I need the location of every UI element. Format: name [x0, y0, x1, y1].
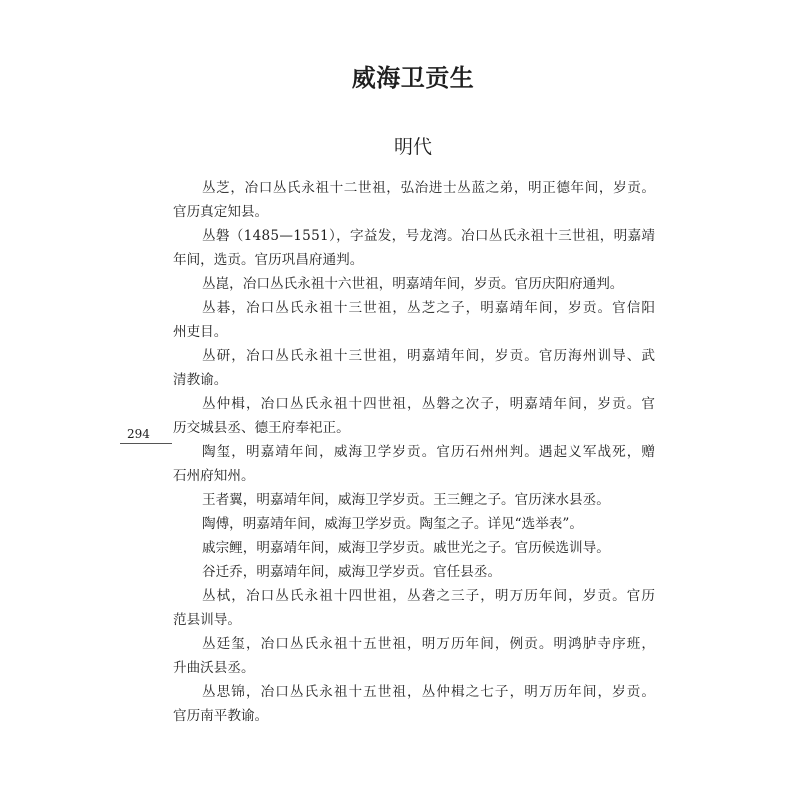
- entry-line: 丛磐（1485—1551），字益发，号龙湾。冶口丛氏永祖十三世祖，明嘉靖: [202, 228, 656, 244]
- entry-line: 戚宗鲤，明嘉靖年间，威海卫学岁贡。戚世光之子。官历候选训导。: [202, 540, 610, 556]
- entry-line: 王者翼，明嘉靖年间，威海卫学岁贡。王三鲤之子。官历涞水县丞。: [202, 492, 610, 508]
- entry: [173, 488, 655, 512]
- entry-line: 丛芝，冶口丛氏永祖十二世祖，弘治进士丛蓝之弟，明正德年间，岁贡。: [202, 180, 656, 196]
- entry: [173, 584, 655, 632]
- entry: [173, 536, 655, 560]
- entry: [173, 344, 655, 392]
- entry: [173, 296, 655, 344]
- entry: [173, 392, 655, 440]
- entry-line: 官历真定知县。: [173, 204, 269, 220]
- body-text: [173, 176, 655, 728]
- entry-line: 升曲沃县丞。: [173, 660, 255, 676]
- entry-line: 谷迁乔，明嘉靖年间，威海卫学岁贡。官任县丞。: [202, 564, 502, 580]
- entry: [173, 440, 655, 488]
- entry-line: 清教谕。: [173, 372, 228, 388]
- entry-line: 年间，选贡。官历巩昌府通判。: [173, 252, 364, 268]
- entry: [173, 680, 655, 728]
- entry: [173, 272, 655, 296]
- entry-line: 丛碁，冶口丛氏永祖十三世祖，丛芝之子，明嘉靖年间，岁贡。官信阳: [202, 300, 657, 316]
- entry-line: 丛崑，冶口丛氏永祖十六世祖，明嘉靖年间，岁贡。官历庆阳府通判。: [202, 276, 624, 292]
- entry-line: 石州府知州。: [173, 468, 255, 484]
- page-number: 294: [120, 425, 172, 444]
- entry-line: 丛栻，冶口丛氏永祖十四世祖，丛砻之三子，明万历年间，岁贡。官历: [202, 588, 657, 604]
- entry-line: 丛研，冶口丛氏永祖十三世祖，明嘉靖年间，岁贡。官历海州训导、武: [202, 348, 657, 364]
- page-title: 威海卫贡生: [351, 63, 475, 92]
- entry-line: 范县训导。: [173, 612, 241, 628]
- entry-line: 丛仲楫，冶口丛氏永祖十四世祖，丛磐之次子，明嘉靖年间，岁贡。官: [202, 396, 657, 412]
- entry-line: 官历南平教谕。: [173, 708, 269, 724]
- entry-line: 历交城县丞、德王府奉祀正。: [173, 420, 350, 436]
- entry-line: 丛廷玺，冶口丛氏永祖十五世祖，明万历年间，例贡。明鸿胪寺序班，: [202, 636, 657, 652]
- entry: [173, 632, 655, 680]
- section-heading: 明代: [393, 136, 432, 158]
- entry: [173, 224, 655, 272]
- entry-line: 州吏目。: [173, 324, 228, 340]
- entry-line: 陶傅，明嘉靖年间，威海卫学岁贡。陶玺之子。详见“选举表”。: [202, 516, 583, 532]
- entry-line: 陶玺，明嘉靖年间，威海卫学岁贡。官历石州州判。遇起义军战死，赠: [202, 444, 657, 460]
- entry-line: 丛思锦，冶口丛氏永祖十五世祖，丛仲楫之七子，明万历年间，岁贡。: [202, 684, 657, 700]
- entry: [173, 176, 655, 224]
- entry: [173, 512, 655, 536]
- entry: [173, 560, 655, 584]
